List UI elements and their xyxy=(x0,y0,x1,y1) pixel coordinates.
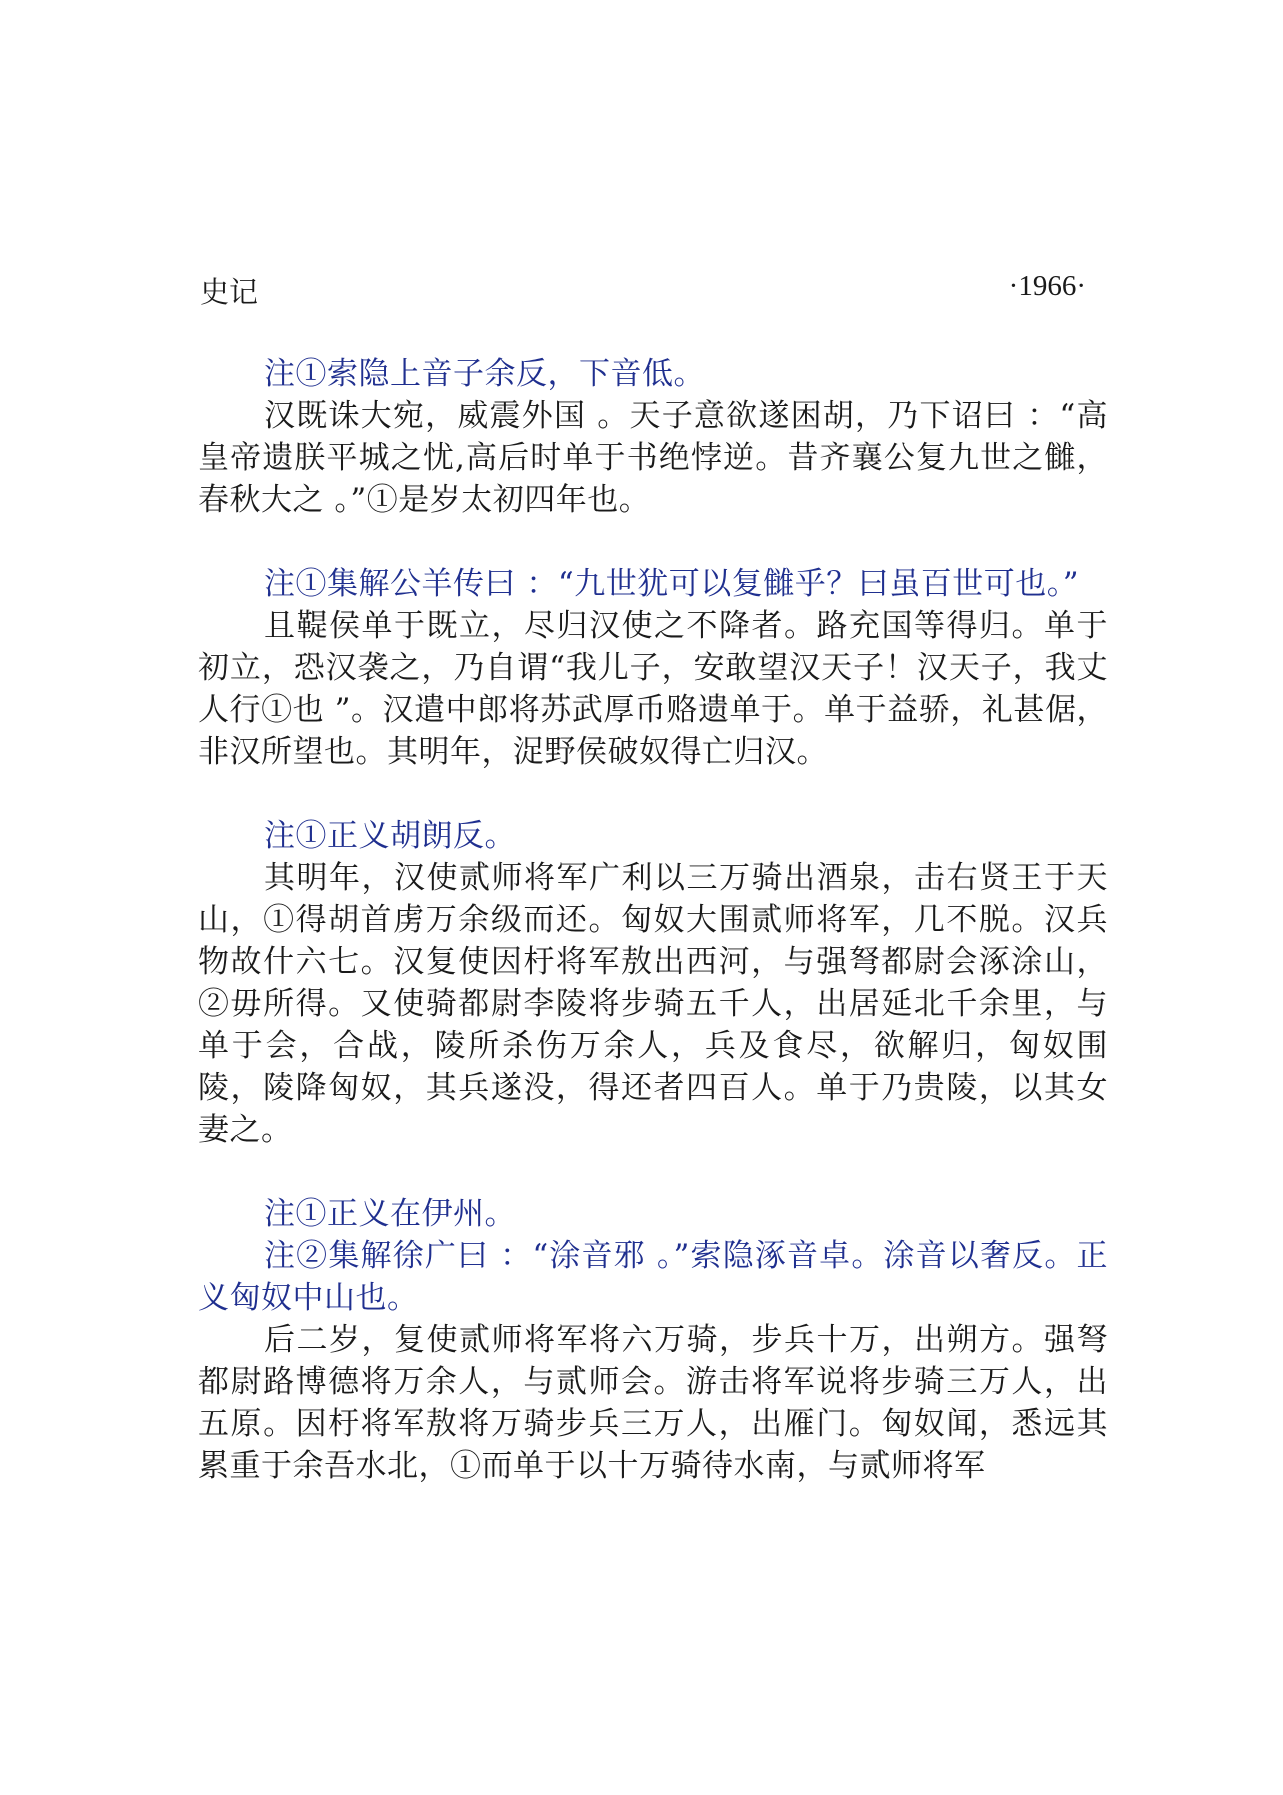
annotation-note: 注①正义在伊州。 xyxy=(264,1196,516,1232)
annotation-note: 注①集解公羊传曰 ：“九世犹可以复雠乎？曰虽百世可也。” xyxy=(264,566,1080,602)
paragraph-spacer xyxy=(198,521,1108,563)
paragraph-spacer xyxy=(198,773,1108,815)
page-number: ·1966· xyxy=(1008,270,1086,302)
paragraph-spacer xyxy=(198,1151,1108,1193)
annotation-note: 注①正义胡朗反。 xyxy=(264,818,516,854)
body-paragraph: 后二岁，复使贰师将军将六万骑，步兵十万，出朔方。强弩都尉路博德将万余人，与贰师会。游击将军说将步骑三万人，出五原。因杅将军敖将万骑步兵三万人，出雁门。匈奴闻，悉远其累重于余吾水北，①而单于以十万骑待水南，与贰师将军 xyxy=(198,1322,1108,1484)
page-body xyxy=(198,353,1108,1487)
book-title: 史记 xyxy=(200,275,259,309)
page-header xyxy=(200,270,1086,310)
body-paragraph: 且鞮侯单于既立，尽归汉使之不降者。路充国等得归。单于初立，恐汉袭之，乃自谓“我儿子，安敢望汉天子！汉天子，我丈人行①也 ”。汉遣中郎将苏武厚币赂遗单于。单于益骄，礼甚倨，非汉所望也。其明年，浞野侯破奴得亡归汉。 xyxy=(198,608,1108,770)
body-paragraph: 汉既诛大宛，威震外国 。天子意欲遂困胡，乃下诏曰 ：“高皇帝遗朕平城之忧,高后时单于书绝悖逆。昔齐襄公复九世之雠，春秋大之 。”①是岁太初四年也。 xyxy=(198,398,1108,518)
annotation-note: 注②集解徐广曰 ：“涂音邪 。”索隐涿音卓。涂音以奢反。正义匈奴中山也。 xyxy=(198,1238,1108,1316)
body-paragraph: 其明年，汉使贰师将军广利以三万骑出酒泉，击右贤王于天山，①得胡首虏万余级而还。匈奴大围贰师将军，几不脱。汉兵物故什六七。汉复使因杅将军敖出西河，与强弩都尉会涿涂山，②毋所得。又使骑都尉李陵将步骑五千人，出居延北千余里，与单于会，合战，陵所杀伤万余人，兵及食尽，欲解归，匈奴围陵，陵降匈奴，其兵遂没，得还者四百人。单于乃贵陵，以其女妻之。 xyxy=(198,860,1108,1148)
annotation-note: 注①索隐上音子余反，下音低。 xyxy=(264,356,705,392)
